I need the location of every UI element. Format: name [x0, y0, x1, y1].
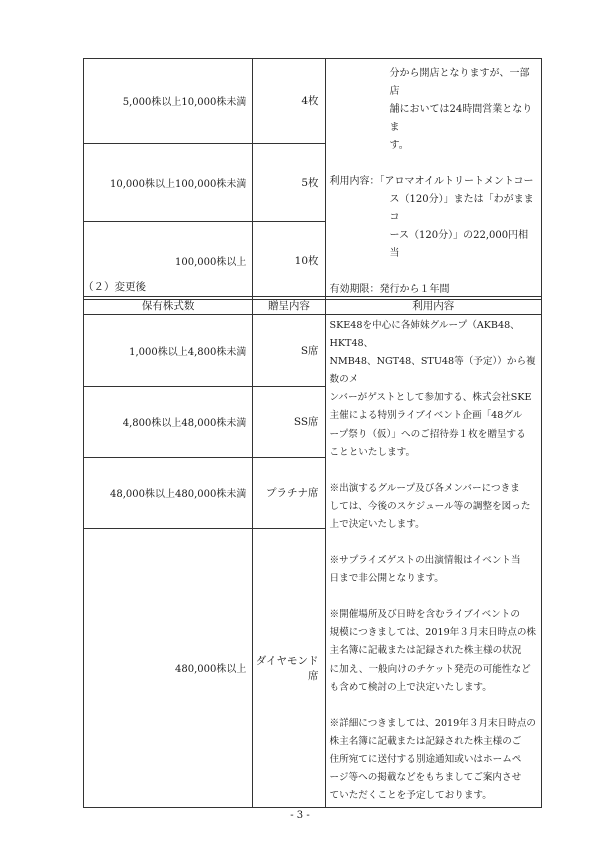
usage-line: す。 — [389, 140, 409, 151]
usage-line: ※出演するグループ及び各メンバーにつきま — [329, 482, 520, 494]
usage-line: 株主名簿に記載または記録された株主様のご — [329, 735, 522, 747]
usage-line: ープ祭り（仮）」へのご招待券１枚を贈呈する — [329, 428, 526, 440]
usage-line: ていただくことを予定しております。 — [329, 790, 492, 802]
usage-line: 分から開店となりますが、一部店 — [389, 68, 530, 97]
usage-spacer — [330, 462, 537, 480]
header-shares: 保有株式数 — [84, 297, 253, 315]
shares-cell: 10,000株以上100,000株未満 — [84, 143, 253, 222]
award-cell: 10枚 — [253, 222, 325, 300]
shares-cell: 48,000株以上480,000株未満 — [84, 457, 253, 528]
usage-line: SKE48を中心に各姉妹グループ（AKB48、HKT48、 — [329, 320, 520, 350]
header-usage: 利用内容 — [325, 297, 541, 315]
header-award: 贈呈内容 — [253, 297, 325, 315]
usage-line: 主名簿に記載または記録された株主様の状況 — [329, 645, 522, 657]
usage-line: 住所宛てに送付する別途通知或いはホームペ — [329, 753, 522, 765]
after-change-table — [83, 296, 542, 808]
page-number: - 3 - — [290, 810, 310, 821]
usage-cell — [325, 59, 541, 300]
usage-line: ンバーがゲストとして参加する、株式会社SKE — [329, 392, 532, 404]
award-cell: 4枚 — [253, 59, 325, 144]
usage-line: に加え、一般向けのチケット発売の可能性など — [329, 663, 531, 675]
award-cell: SS席 — [253, 387, 325, 458]
usage-content-line: ース（120分）」の22,000円相当 — [389, 230, 529, 259]
shares-cell: 100,000株以上 — [84, 222, 253, 300]
usage-line: ※開催場所及び日時を含むライブイベントの — [329, 609, 520, 621]
section-caption: （２）変更後 — [83, 281, 146, 293]
usage-line: 主催による特別ライブイベント企画「48グル — [329, 410, 523, 422]
usage-line: ※サプライズゲストの出演情報はイベント当 — [329, 555, 521, 567]
award-cell: ダイヤモンド席 — [253, 528, 325, 807]
usage-content-line: ス（120分）」または「わがままコ — [389, 194, 534, 223]
shares-cell: 1,000株以上4,800株未満 — [84, 315, 253, 387]
usage-spacer — [330, 697, 537, 715]
usage-line: 日まで非公開となります。 — [329, 573, 444, 585]
usage-line: も含めて検討の上で決定いたします。 — [329, 681, 492, 693]
usage-line: しては、今後のスケジュール等の調整を図った — [329, 500, 531, 512]
usage-content-line: 利用内容：「アロマオイルトリートメントコー — [329, 176, 534, 187]
shares-cell: 480,000株以上 — [84, 528, 253, 807]
usage-line: ことといたします。 — [329, 446, 416, 458]
usage-line: ※詳細につきましては、2019年３月末日時点の — [329, 717, 537, 729]
usage-spacer — [330, 534, 537, 552]
shares-cell: 4,800株以上48,000株未満 — [84, 387, 253, 458]
shares-cell: 5,000株以上10,000株未満 — [84, 59, 253, 144]
usage-cell — [325, 315, 541, 808]
usage-lines — [330, 317, 537, 805]
usage-spacer — [330, 588, 537, 606]
before-change-table — [83, 58, 542, 300]
usage-line: 規模につきましては、2019年３月末日時点の株 — [329, 627, 537, 639]
usage-line: 舗においては24時間営業となりま — [389, 104, 533, 133]
usage-line: NMB48、NGT48、STU48等（予定））から複数のメ — [329, 356, 536, 386]
award-cell: プラチナ席 — [253, 457, 325, 528]
validity-line: 有効期限：発行から１年間 — [329, 284, 450, 295]
usage-line: ージ等への掲載などをもちましてご案内させ — [329, 771, 522, 783]
award-cell: 5枚 — [253, 143, 325, 222]
usage-line: 上で決定いたします。 — [329, 518, 425, 530]
award-cell: S席 — [253, 315, 325, 387]
